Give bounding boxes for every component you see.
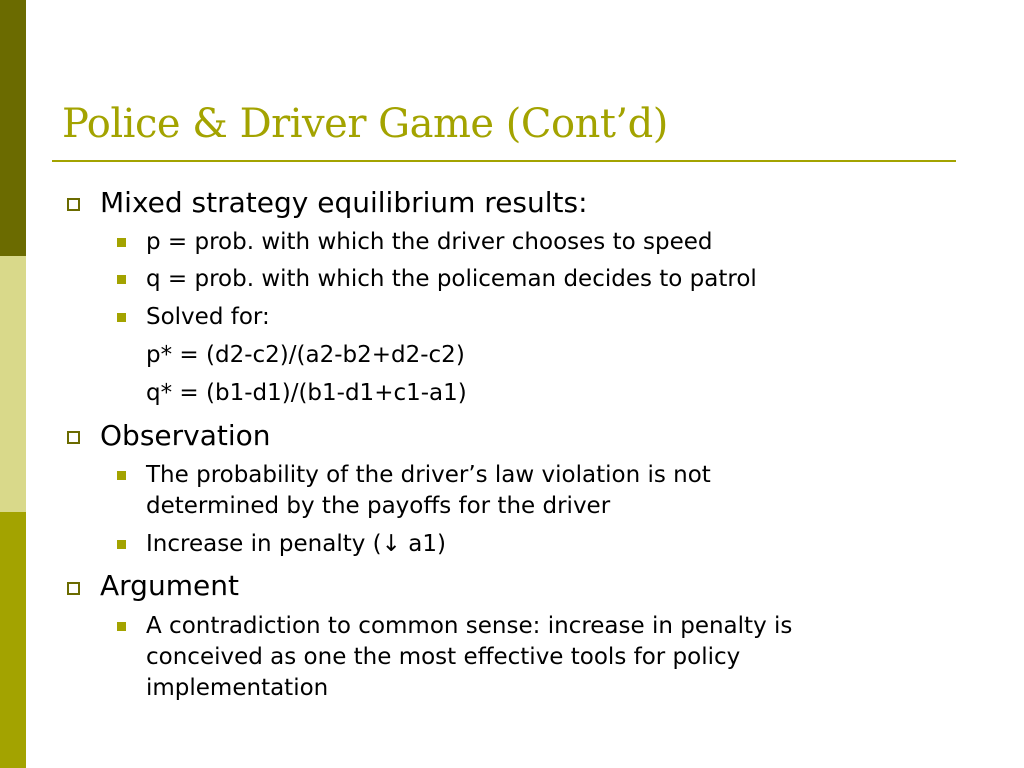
heading-mixed-strategy: Mixed strategy equilibrium results: bbox=[100, 186, 588, 219]
square-bullet-icon bbox=[117, 471, 126, 480]
item-contradiction-line1: A contradiction to common sense: increase in penalty is bbox=[146, 613, 793, 639]
item-increase-penalty: Increase in penalty (↓ a1) bbox=[146, 531, 446, 557]
hollow-square-bullet-icon bbox=[67, 431, 80, 444]
slide-title: Police & Driver Game (Cont’d) bbox=[62, 101, 668, 147]
title-rule bbox=[52, 160, 956, 162]
square-bullet-icon bbox=[117, 313, 126, 322]
square-bullet-icon bbox=[117, 540, 126, 549]
item-solved-for: Solved for: bbox=[146, 304, 270, 330]
item-probability-line1: The probability of the driver’s law violation is not bbox=[146, 462, 711, 488]
item-probability-line2: determined by the payoffs for the driver bbox=[146, 493, 611, 519]
item-contradiction-line3: implementation bbox=[146, 675, 329, 701]
item-contradiction-line2: conceived as one the most effective tools for policy bbox=[146, 644, 741, 670]
hollow-square-bullet-icon bbox=[67, 198, 80, 211]
side-bar-dark bbox=[0, 0, 26, 256]
hollow-square-bullet-icon bbox=[67, 582, 80, 595]
square-bullet-icon bbox=[117, 275, 126, 284]
item-p-definition: p = prob. with which the driver chooses to speed bbox=[146, 229, 713, 255]
item-q-definition: q = prob. with which the policeman decides to patrol bbox=[146, 266, 757, 292]
heading-observation: Observation bbox=[100, 419, 271, 452]
formula-p-star: p* = (d2-c2)/(a2-b2+d2-c2) bbox=[146, 342, 465, 368]
side-bar-light bbox=[0, 256, 26, 512]
square-bullet-icon bbox=[117, 622, 126, 631]
formula-q-star: q* = (b1-d1)/(b1-d1+c1-a1) bbox=[146, 380, 467, 406]
heading-argument: Argument bbox=[100, 569, 239, 602]
side-bar-olive bbox=[0, 512, 26, 768]
square-bullet-icon bbox=[117, 238, 126, 247]
